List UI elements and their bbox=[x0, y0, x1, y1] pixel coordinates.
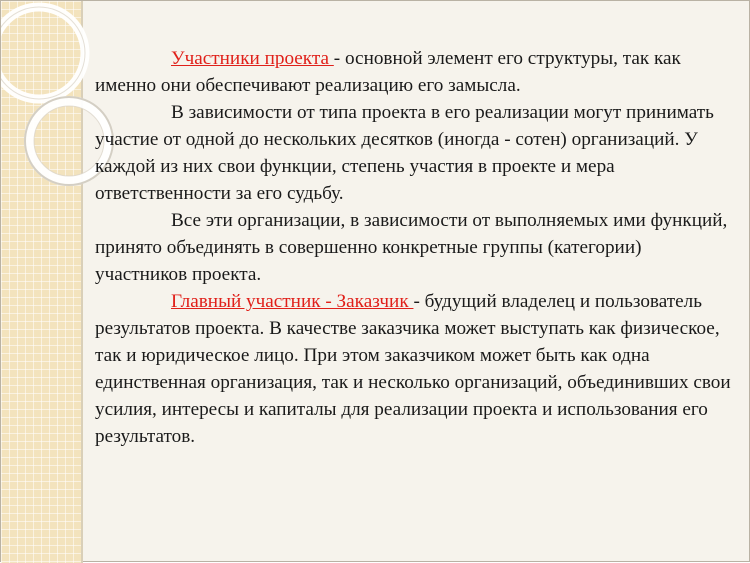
paragraph-groups bbox=[95, 207, 731, 288]
paragraph-participants bbox=[95, 45, 731, 99]
term-participants: Участники проекта bbox=[171, 48, 334, 69]
paragraph-text: - основной элемент его структуры, так как именно они обеспечивают реализацию его замысла. bbox=[95, 48, 681, 96]
paragraph-text: Все эти организации, в зависимости от выполняемых ими функций, принято объединять в совершенно конкретные группы (категории) участников проекта. bbox=[95, 210, 728, 285]
slide-body bbox=[95, 45, 731, 450]
paragraph-text: - будущий владелец и пользователь результатов проекта. В качестве заказчика может выступать как физическое, так и юридическое лицо. При этом заказчиком может быть как одна единственная организация, так и несколько организаций, объединивших свои усилия, интересы и капиталы для реализации проекта и использования его результатов. bbox=[95, 291, 731, 447]
paragraph-text: В зависимости от типа проекта в его реализации могут принимать участие от одной до нескольких десятков (иногда - сотен) организаций. У каждой из них свои функции, степень участия в проекте и мера ответственности за его судьбу. bbox=[95, 102, 714, 204]
paragraph-customer bbox=[95, 288, 731, 450]
term-customer: Главный участник - Заказчик bbox=[171, 291, 414, 312]
paragraph-project-types bbox=[95, 99, 731, 207]
